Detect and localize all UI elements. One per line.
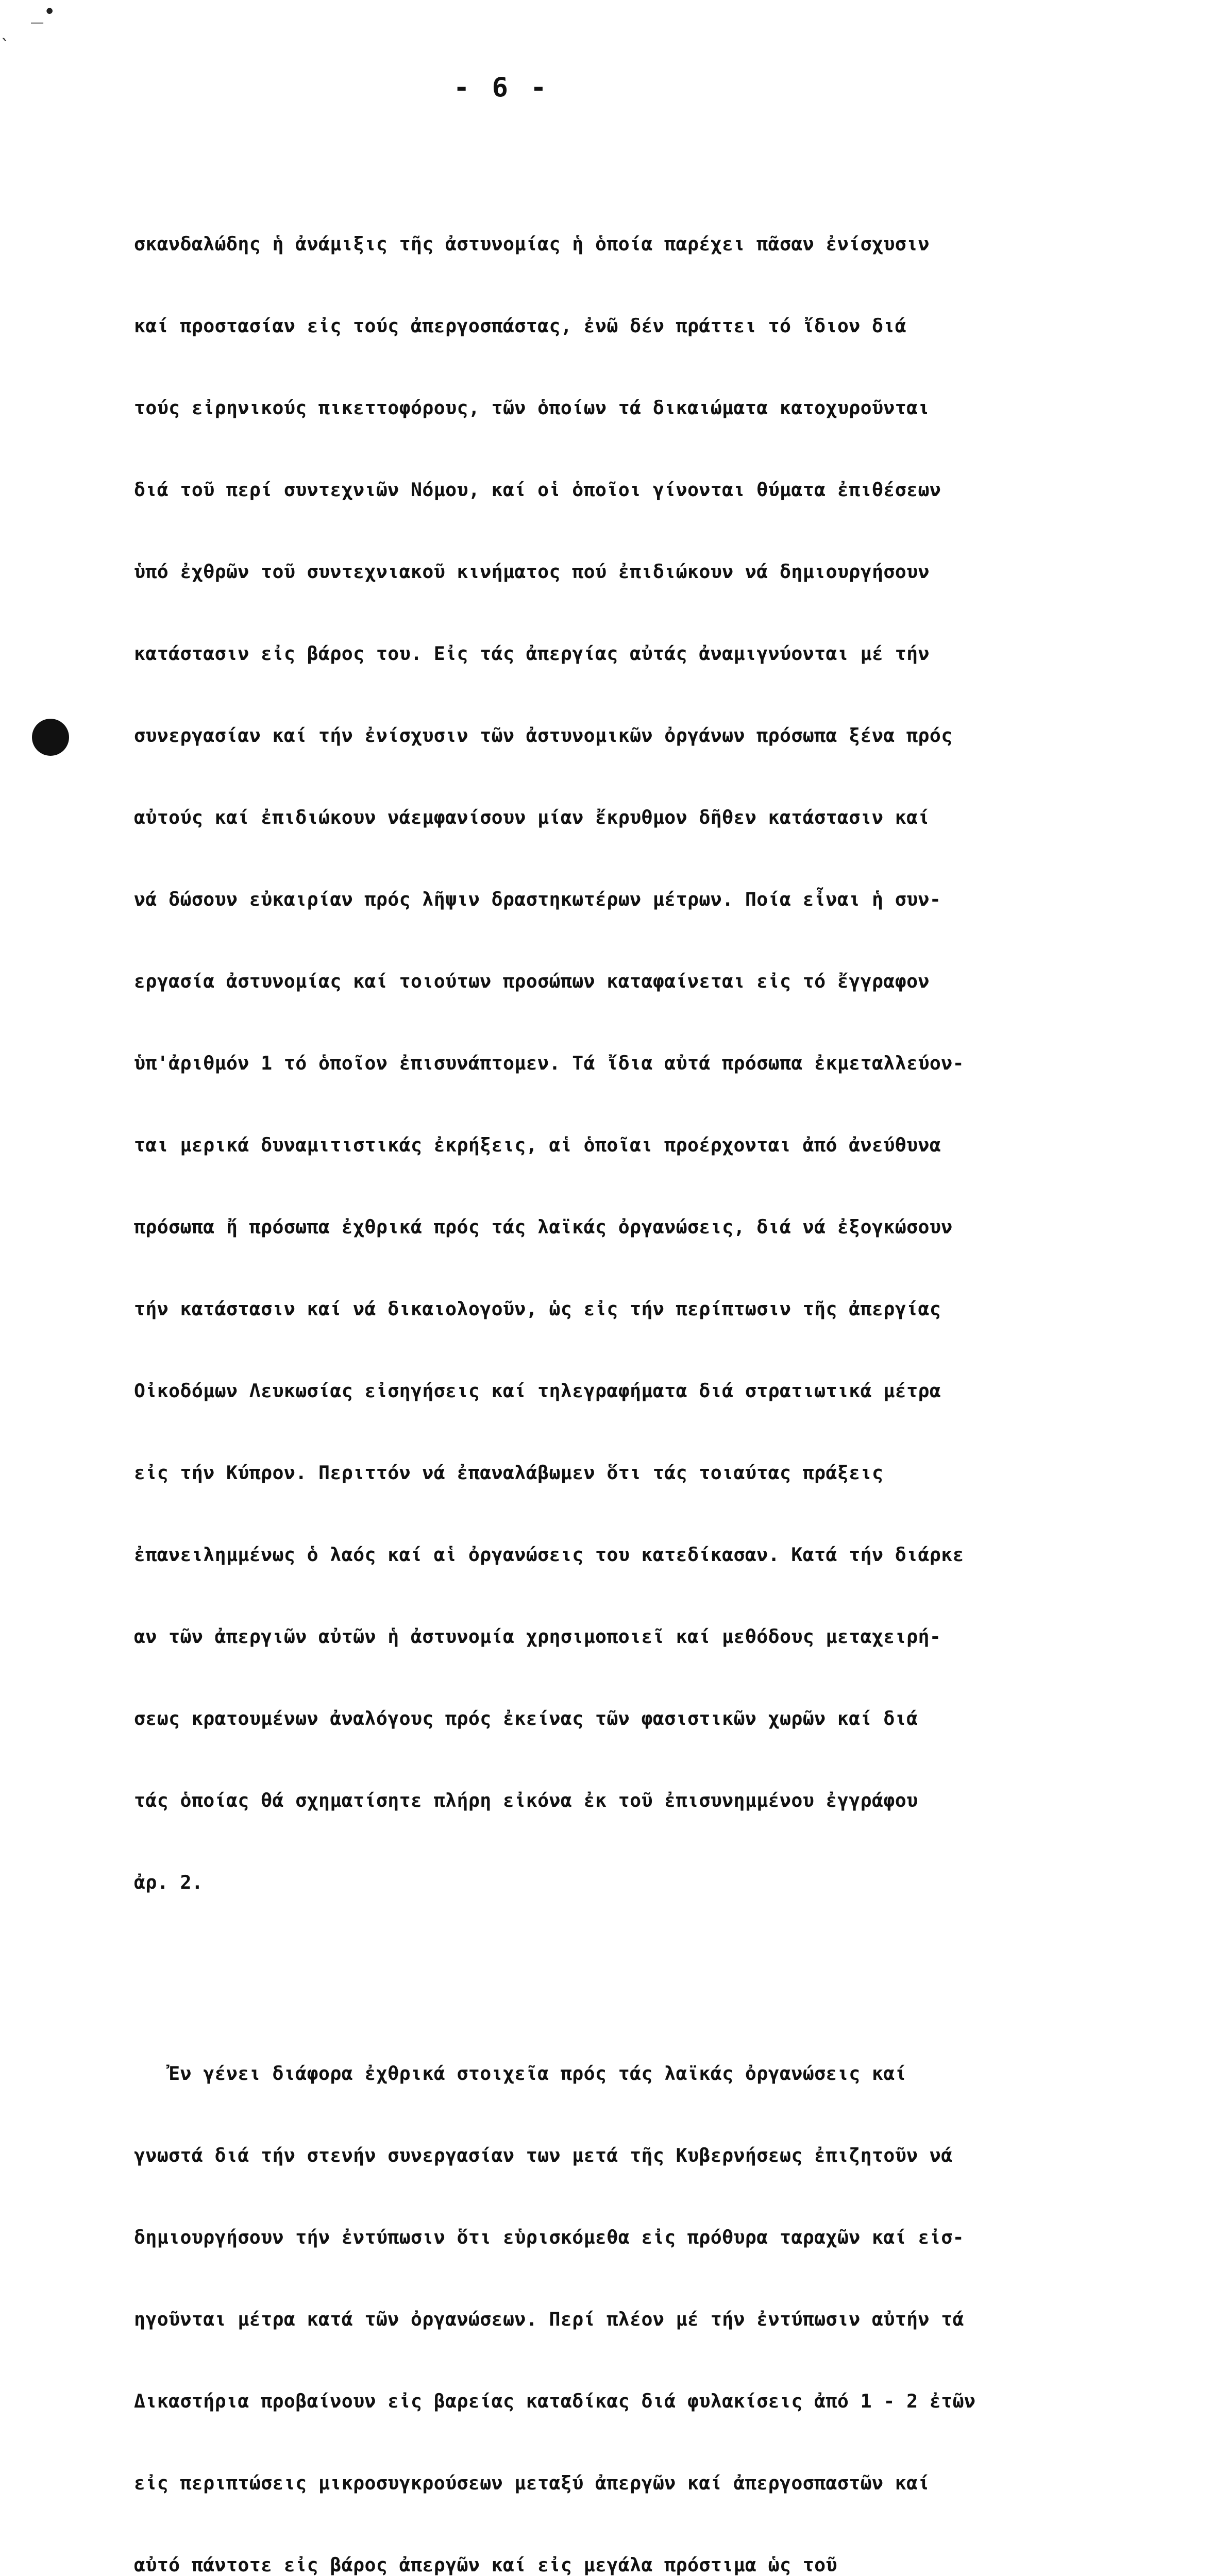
text-line: εἰς τήν Κύπρον. Περιττόν νά ἐπαναλάβωμεν ὅτι τάς τοιαύτας πράξεις: [134, 1462, 884, 1484]
text-line: εἰς περιπτώσεις μικροσυγκρούσεων μεταξύ ἀπεργῶν καί ἀπεργοσπαστῶν καί: [134, 2472, 930, 2494]
section-1: [134, 176, 1226, 1951]
text-line: γνωστά διά τήν στενήν συνεργασίαν των μετά τῆς Κυβερνήσεως ἐπιζητοῦν νά: [134, 2144, 953, 2166]
text-line: Ἐν γένει διάφορα ἐχθρικά στοιχεῖα πρός τάς λαϊκάς ὀργανώσεις καί: [134, 2062, 907, 2084]
text-line: Οἰκοδόμων Λευκωσίας εἰσηγήσεις καί τηλεγραφήματα διά στρατιωτικά μέτρα: [134, 1380, 941, 1402]
text-line: σεως κρατουμένων ἀναλόγους πρός ἐκείνας τῶν φασιστικῶν χωρῶν καί διά: [134, 1707, 918, 1730]
text-line: νά δώσουν εὐκαιρίαν πρός λῆψιν δραστηκωτέρων μέτρων. Ποία εἶναι ἡ συν-: [134, 888, 941, 910]
text-line: τούς εἰρηνικούς πικεττοφόρους, τῶν ὁποίων τά δικαιώματα κατοχυροῦνται: [134, 397, 930, 419]
text-line: ηγοῦνται μέτρα κατά τῶν ὀργανώσεων. Περί πλέον μέ τήν ἐντύπωσιν αὐτήν τά: [134, 2308, 964, 2330]
page-number: - 6 -: [453, 72, 550, 103]
text-line: αὐτό πάντοτε εἰς βάρος ἀπεργῶν καί εἰς μεγάλα πρόστιμα ὡς τοῦ: [134, 2554, 837, 2576]
section-2: [134, 2005, 1226, 2576]
text-line: αὐτούς καί ἐπιδιώκουν νάεμφανίσουν μίαν ἔκρυθμον δῆθεν κατάστασιν καί: [134, 806, 930, 828]
body-text: [134, 121, 1226, 2576]
text-line: ἀρ. 2.: [134, 1871, 204, 1893]
text-line: αν τῶν ἀπεργιῶν αὐτῶν ἡ ἀστυνομία χρησιμοποιεῖ καί μεθόδους μεταχειρή-: [134, 1625, 941, 1648]
text-line: σκανδαλώδης ἡ ἀνάμιξις τῆς ἀστυνομίας ἡ ὁποία παρέχει πᾶσαν ἐνίσχυσιν: [134, 233, 930, 255]
corner-mark: _•: [31, 0, 56, 24]
text-line: καί προστασίαν εἰς τούς ἀπεργοσπάστας, ἐνῶ δέν πράττει τό ἴδιον διά: [134, 315, 907, 337]
text-line: ὑπ'ἀριθμόν 1 τό ὁποῖον ἐπισυνάπτομεν. Τά ἴδια αὐτά πρόσωπα ἐκμεταλλεύον-: [134, 1052, 964, 1074]
text-line: δημιουργήσουν τήν ἐντύπωσιν ὅτι εὑρισκόμεθα εἰς πρόθυρα ταραχῶν καί εἰσ-: [134, 2226, 964, 2248]
corner-mark-secondary: `: [0, 36, 11, 57]
text-line: ται μερικά δυναμιτιστικάς ἐκρήξεις, αἱ ὁποῖαι προέρχονται ἀπό ἀνεύθυνα: [134, 1134, 941, 1156]
text-line: ἐπανειλημμένως ὁ λαός καί αἱ ὀργανώσεις του κατεδίκασαν. Κατά τήν διάρκε: [134, 1544, 964, 1566]
text-line: συνεργασίαν καί τήν ἐνίσχυσιν τῶν ἀστυνομικῶν ὀργάνων πρόσωπα ξένα πρός: [134, 724, 953, 747]
text-line: ὑπό ἐχθρῶν τοῦ συντεχνιακοῦ κινήματος πού ἐπιδιώκουν νά δημιουργήσουν: [134, 561, 930, 583]
text-line: Δικαστήρια προβαίνουν εἰς βαρείας καταδίκας διά φυλακίσεις ἀπό 1 - 2 ἐτῶν: [134, 2390, 976, 2412]
text-line: κατάστασιν εἰς βάρος του. Εἰς τάς ἀπεργίας αὐτάς ἀναμιγνύονται μέ τήν: [134, 642, 930, 665]
text-line: τάς ὁποίας θά σχηματίσητε πλήρη εἰκόνα ἐκ τοῦ ἐπισυνημμένου ἐγγράφου: [134, 1789, 918, 1811]
text-line: τήν κατάστασιν καί νά δικαιολογοῦν, ὡς εἰς τήν περίπτωσιν τῆς ἀπεργίας: [134, 1298, 941, 1320]
punch-hole: [32, 719, 69, 756]
text-line: πρόσωπα ἤ πρόσωπα ἐχθρικά πρός τάς λαϊκάς ὀργανώσεις, διά νά ἐξογκώσουν: [134, 1216, 953, 1238]
text-line: εργασία ἀστυνομίας καί τοιούτων προσώπων καταφαίνεται εἰς τό ἔγγραφον: [134, 970, 930, 992]
text-line: διά τοῦ περί συντεχνιῶν Νόμου, καί οἱ ὁποῖοι γίνονται θύματα ἐπιθέσεων: [134, 479, 941, 501]
